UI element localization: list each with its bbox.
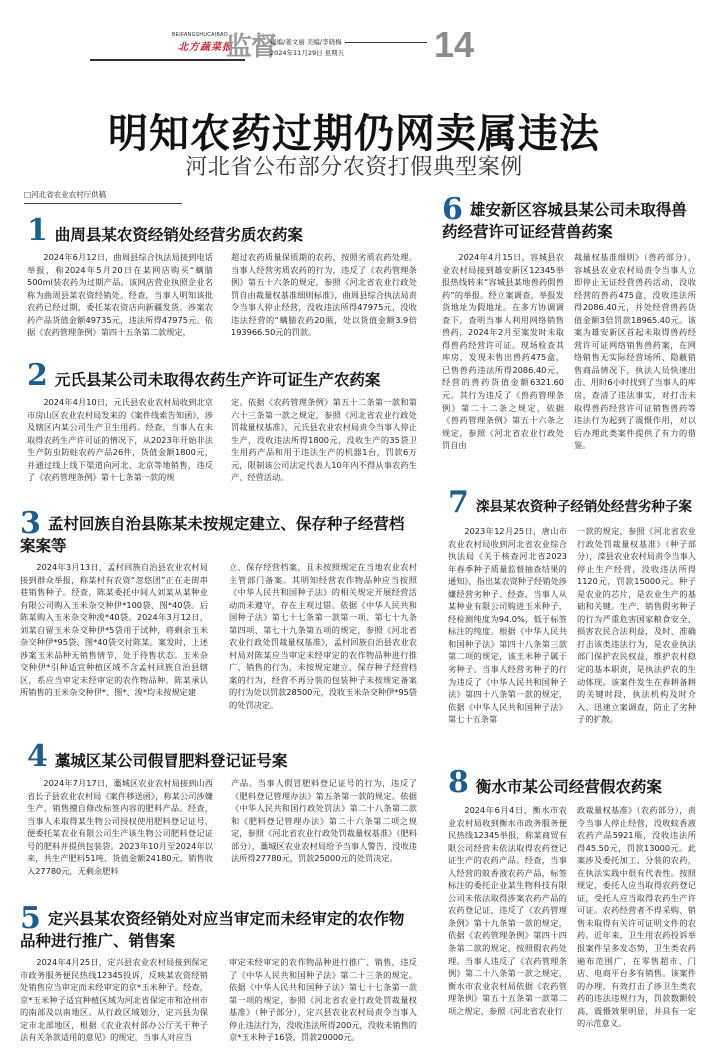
page-number: 14 bbox=[434, 24, 475, 65]
article-title bbox=[27, 358, 417, 393]
article-body: 2024年6月12日，曲周县综合执法局接到电话举报，称2024年5月20日在某网店购买“螨腈500ml装农药为过期产品。该网店营业执照企业名称为曲周县某农资经销处。经查，当事人明知该批农药已经过期，委托某农资店向新疆发货。涉案农药产品货值金额49735元，违法所得47975元。依据《农药管理条例》第四十五条第二款规定， bbox=[27, 252, 213, 338]
paper-name-pinyin: BEIFANGSHUCAIBAO bbox=[172, 32, 228, 38]
editors-credit: 责编/姜文丽 美编/李晓梅 bbox=[270, 38, 342, 46]
article-body: 2023年12月25日，唐山市农业农村局收到河北省农业综合执法局《关于核查河北省2023年春季种子质量监督抽查结果的通知》，指出某农资种子经销处涉嫌经营劣种子。经查，当事人从某种业有限公司购进玉米种子，经检测纯度为94.0%，低于标签标注的纯度。根据《中华人民共和国种子法》第四十八条第三款第二项的规定，该玉米种子属于劣种子。当事人经营劣种子的行为违反了《中华人民共和国种子法》第四十八条第一款的规定，依据《中华人民共和国种子法》第七十五条第 bbox=[448, 526, 567, 725]
article-number: 3 bbox=[20, 506, 41, 541]
article-title-text: 滦县某农资种子经销处经营劣种子案 bbox=[475, 499, 692, 515]
article-column bbox=[574, 251, 696, 452]
article-title-text: 定兴县某农资经销处对应当审定而未经审定的农作物品种进行推广、销售案 bbox=[20, 910, 405, 950]
article-body: 裁量权基准细则》（兽药部分），容城县农业农村局责令当事人立即停止无证经营兽药活动，没收经营的兽药475盒，没收违法所得2086.40元，并处经营兽药货值金额3倍罚款18965.40元。该案为雄安新区首起未取得兽药经营许可证网络销售兽药案，在网络销售无实际经营场所、隐蔽销售商品情况下，执法人员快速出击、用时6小时找到了当事人的库房，查清了违法事实，对打击未取得兽药经营许可证销售兽药等违法行为起到了震慑作用，对以后办理此类案件提供了有力的借鉴。 bbox=[574, 252, 696, 451]
article-body: 2024年4月15日，容城县农业农村局接到雄安新区12345举报热线转来“容城县某地兽药假兽药”的举报。经立案调查，举报发货地址为假地址。在多方协调调查下，查明当事人利用网络销售兽药，2024年2月至案发时未取得兽药经营许可证。现场检查其库房，发现未售出兽药475盒，已售兽药违法所得2086.40元，经营的兽药货值金额6321.60元。其行为违反了《兽药管理条例》第二十二条之规定，依据《兽药管理条例》第五十六条之规定，参照《河北省农业行政处罚自由 bbox=[442, 252, 564, 451]
article-title bbox=[20, 901, 417, 951]
article-number: 8 bbox=[448, 765, 469, 800]
article-body: 2024年6月4日，衡水市农业农村局收到衡水市政务服务便民热线12345举报，称某商贸有限公司经营未依法取得农药登记证生产的农药产品。经查，当事人经营的蚊香液农药产品，标签标注的委托企业某生物科技有限公司未依法取得涉案农药产品的农药登记证，违反了《农药管理条例》第十九条第一款的规定，依据《农药管理条例》第四十四条第二款的规定，按照假农药处理。当事人违反了《农药管理条例》第二十八条第一款之规定，衡水市农业农村局依据《农药管理条例》第五十五条第一款第二项之规定，参照《河北省农业行 bbox=[448, 805, 567, 1016]
article-number: 5 bbox=[20, 901, 41, 936]
issue-date: 2024年11月29日 星期五 bbox=[270, 49, 345, 57]
page-subheadline: 河北省公布部分农资打假典型案例 bbox=[185, 155, 523, 180]
article-title-text: 衡水市某公司经营假农药案 bbox=[475, 778, 662, 796]
article-title-text: 雄安新区容城县某公司未取得兽药经营许可证经营兽药案 bbox=[442, 201, 687, 241]
article-column bbox=[229, 956, 417, 1044]
article-title-text: 曲周县某农资经销处经营劣质农药案 bbox=[54, 226, 303, 244]
article-7 bbox=[448, 485, 696, 726]
article-body: 立、保存经营档案，且未按照规定在当地农业农村主管部门备案。其明知经营农作物品种应当按照《中华人民共和国种子法》的相关规定开展经营活动而未遵守，存在主观过错。依据《中华人民共和国种子法》第七十七条第一款第一项、第七十九条第四项、第七十九条第五项的规定，参照《河北省农业行政处罚裁量权基准》，孟村回族自治县农业农村局对陈某应当审定未经审定的农作物品种进行推广、销售的行为，未按规定建立、保存种子经营档案的行为，经营不再分装的包装种子未按规定备案的行为处以罚款28500元，没收玉米杂交种伊*95袋的处罚决定。 bbox=[229, 562, 417, 711]
article-6 bbox=[442, 192, 696, 452]
article-title bbox=[27, 213, 417, 248]
article-body: 政裁量权基准》（农药部分），责令当事人停止经营，没收蚊香液农药产品5921瓶，没收违法所得45.50元，罚款13000元。此案涉及委托加工、分装的农药，在执法实践中很有代表性。按照规定，委托人应当取得农药登记证，受托人应当取得农药生产许可证。农药经营者不得采购、销售未取得有关许可证明文件的农药。近年来，卫生用农药投诉举报案件呈多发态势，卫生类农药遍布范围广，在零售超市、门店、电商平台多有销售。该案件的办理，有效打击了涉卫生类农药的违法违规行为，罚款数额较高，震慑效果明显，并具有一定的示范意义。 bbox=[577, 805, 696, 1029]
masthead-rule-left bbox=[90, 59, 245, 61]
article-body: 审定未经审定的农作物品种进行推广、销售，违反了《中华人民共和国种子法》第二十三条的规定。依据《中华人民共和国种子法》第七十七条第一款第一项的规定，参照《河北省农业行政处罚裁量权基准》（种子部分），定兴县农业农村局责令当事人停止违法行为，没收违法所得200元，没收未销售的京*玉米种子16袋，罚款20000元。 bbox=[229, 957, 417, 1043]
article-number: 6 bbox=[442, 192, 463, 227]
article-5 bbox=[20, 901, 417, 1044]
article-4 bbox=[27, 739, 417, 877]
article-2 bbox=[27, 358, 417, 484]
page-headline: 明知农药过期仍网卖属违法 bbox=[108, 111, 600, 157]
article-title bbox=[20, 506, 417, 556]
article-column bbox=[20, 561, 208, 712]
article-title-text: 孟村回族自治县陈某未按规定建立、保存种子经营档案案等 bbox=[20, 515, 405, 555]
article-body: 2024年4月25日，定兴县农业农村局接到保定市政务服务便民热线12345投诉，反映某农资经销处销售应当审定而未经审定的京*玉米种子。经查，京*玉米种子适宜种植区域为河北省保定市和沧州市的南部及以南地区。从行政区域划分，定兴县为保定市北部地区，根据《农业农村部办公厅关于种子法有关条款适用的意见》的规定，当事人对应当 bbox=[20, 957, 208, 1043]
article-column bbox=[577, 525, 696, 726]
article-column bbox=[20, 956, 208, 1044]
article-column bbox=[448, 804, 567, 1030]
paper-logo: 北方蔬菜报 bbox=[178, 42, 233, 53]
article-column bbox=[231, 251, 417, 339]
article-column bbox=[577, 804, 696, 1030]
article-title bbox=[448, 485, 696, 520]
article-column bbox=[27, 396, 213, 484]
article-number: 1 bbox=[27, 213, 48, 248]
article-column bbox=[442, 251, 564, 452]
masthead-rule-right bbox=[345, 42, 427, 43]
article-source: □河北省农业农村厅供稿 bbox=[24, 190, 107, 199]
article-title bbox=[442, 192, 696, 242]
article-title-text: 藁城区某公司假冒肥料登记证号案 bbox=[54, 752, 288, 770]
article-number: 2 bbox=[27, 358, 48, 393]
article-column bbox=[27, 251, 213, 339]
article-number: 7 bbox=[448, 485, 469, 520]
article-title bbox=[27, 739, 417, 774]
article-title-text: 元氏县某公司未取得农药生产许可证生产农药案 bbox=[54, 371, 381, 389]
article-body: 定。依据《农药管理条例》第五十二条第一款和第六十三条第一款之规定，参照《河北省农业行政处罚裁量权基准》，元氏县农业农村局责令当事人停止生产，没收违法所得1800元，没收生产的35袋卫生用药产品和用于违法生产的机器1台，罚款6万元，限制该公司法定代表人10年内不得从事农药生产、经营活动。 bbox=[231, 397, 417, 483]
article-title bbox=[448, 765, 696, 800]
article-body: 2024年7月17日，藁城区农业农村局接到山西省长子县农业农村局《案件移送函》，称某公司涉嫌生产、销售擅自修改标签内容的肥料产品。经查，当事人未取得某生物公司授权使用肥料登记证号，便委托某农业有限公司生产该生物公司肥料登记证号的肥料并提供包装袋。2023年10月至2024年以来，共生产肥料51吨、货值金额24180元，销售收入27780元，无剩余肥料 bbox=[27, 778, 213, 876]
section-name: 监督 bbox=[226, 32, 277, 62]
article-body: 产品。当事人假冒肥料登记证号的行为，违反了《肥料登记管理办法》第五条第一款的规定。依据《中华人民共和国行政处罚法》第二十八条第二款和《肥料登记管理办法》第二十六条第二项之规定，参照《河北省农业行政处罚裁量权基准》（肥料部分），藁城区农业农村局给予当事人警告，没收违法所得27780元，罚款25000元的处罚决定。 bbox=[231, 778, 417, 864]
article-1 bbox=[27, 213, 417, 339]
article-body: 2024年4月10日，元氏县农业农村局收到北京市房山区农业农村局发来的《案件线索告知函》，涉及辖区内某公司生产卫生用药。经查，当事人在未取得农药生产许可证的情况下，从2023年开始非法生产防虫防蛀农药产品26件，货值金额1800元，并通过线上线下渠道向河北、北京等地销售，违反了《农药管理条例》第十七条第一款的规 bbox=[27, 397, 213, 483]
article-number: 4 bbox=[27, 739, 48, 774]
article-body: 一款的规定，参照《河北省农业行政处罚裁量权基准》（种子部分），滦县农业农村局责令当事人停止生产经营，没收违法所得1120元，罚款15000元。种子是农业的芯片，是农业生产的基础和关键。生产、销售假劣种子的行为严重危害国家粮食安全、损害农民合法利益，及时、准确打击该类违法行为，是农业执法部门保护农民权益，维护农村稳定的基本职责，是执法护农的生动体现。该案件发生在春耕备耕的关键时段，执法机构及时介入、迅速立案调查，防止了劣种子的扩散。 bbox=[577, 526, 696, 725]
article-8 bbox=[448, 765, 696, 1030]
article-column bbox=[231, 777, 417, 877]
article-body: 2024年3月13日，孟村回族自治县农业农村局接到群众举报，称某村有农资“忽悠团”正在走街串巷销售种子。经查，陈某委托中间人刘某从某种业有限公司购入玉米杂交种伊*100袋、图*40袋。后陈某购入玉米杂交种浚*40袋。2024年3月12日，刘某自留玉米杂交种伊*5袋用于试种，将剩余玉米杂交种伊*95袋、图*40袋交付陈某。案发时，上述涉案玉米品种无销售情节，处于待售状态。玉米杂交种伊*引种适宜种植区域不含孟村回族自治县辖区，系应当审定未经审定的农作物品种。陈某承认所销售的玉米杂交种伊*、图*、浚*均未按规定建 bbox=[20, 562, 208, 698]
article-column bbox=[27, 777, 213, 877]
article-body: 超过农药质量保质期的农药，按照劣质农药处理。当事人经营劣质农药的行为，违反了《农药管理条例》第五十六条的规定，参照《河北省农业行政处罚自由裁量权基准细则标准》，曲周县综合执法局责令当事人停止经营，没收违法所得47975元，没收违法经营的“螨腈农药20瓶，处以货值金额3.9倍193966.50元的罚款。 bbox=[231, 252, 417, 338]
article-column bbox=[231, 396, 417, 484]
article-column bbox=[448, 525, 567, 726]
article-3 bbox=[20, 506, 417, 712]
article-column bbox=[229, 561, 417, 712]
source-rule bbox=[24, 203, 182, 204]
